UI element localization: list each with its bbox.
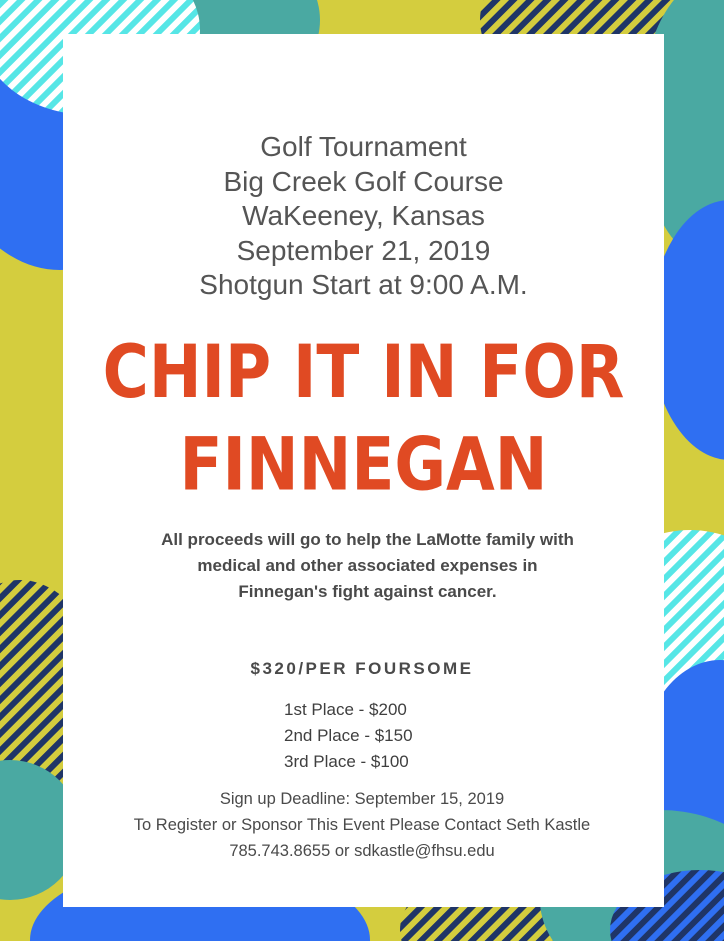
event-start-time: Shotgun Start at 9:00 A.M. (199, 269, 528, 300)
contact-line: To Register or Sponsor This Event Please Contact Seth Kastle (133, 816, 591, 834)
title-line-1: CHIP IT IN FOR (102, 328, 625, 415)
signup-deadline: Sign up Deadline: September 15, 2019 (219, 790, 505, 808)
title-line-2: FINNEGAN (179, 421, 548, 508)
prize-first: 1st Place - $200 (284, 700, 407, 719)
prize-list (284, 697, 413, 775)
event-date: September 21, 2019 (236, 234, 491, 266)
prize-third: 3rd Place - $100 (284, 752, 409, 771)
contact-details: 785.743.8655 or sdkastle@fhsu.edu (229, 842, 495, 860)
flyer-panel (63, 34, 664, 907)
event-details (63, 130, 664, 303)
event-location: WaKeeney, Kansas (242, 200, 485, 231)
event-name: Golf Tournament (260, 131, 467, 162)
proceeds-description: All proceeds will go to help the LaMotte family with medical and other associated expenses in Finnegan's fight against cancer. (161, 530, 574, 601)
prize-second: 2nd Place - $150 (284, 726, 413, 745)
registration-info (0, 786, 724, 864)
flyer-title (63, 326, 664, 511)
event-venue: Big Creek Golf Course (223, 165, 504, 197)
price-per-foursome: $320/PER FOURSOME (250, 659, 474, 678)
